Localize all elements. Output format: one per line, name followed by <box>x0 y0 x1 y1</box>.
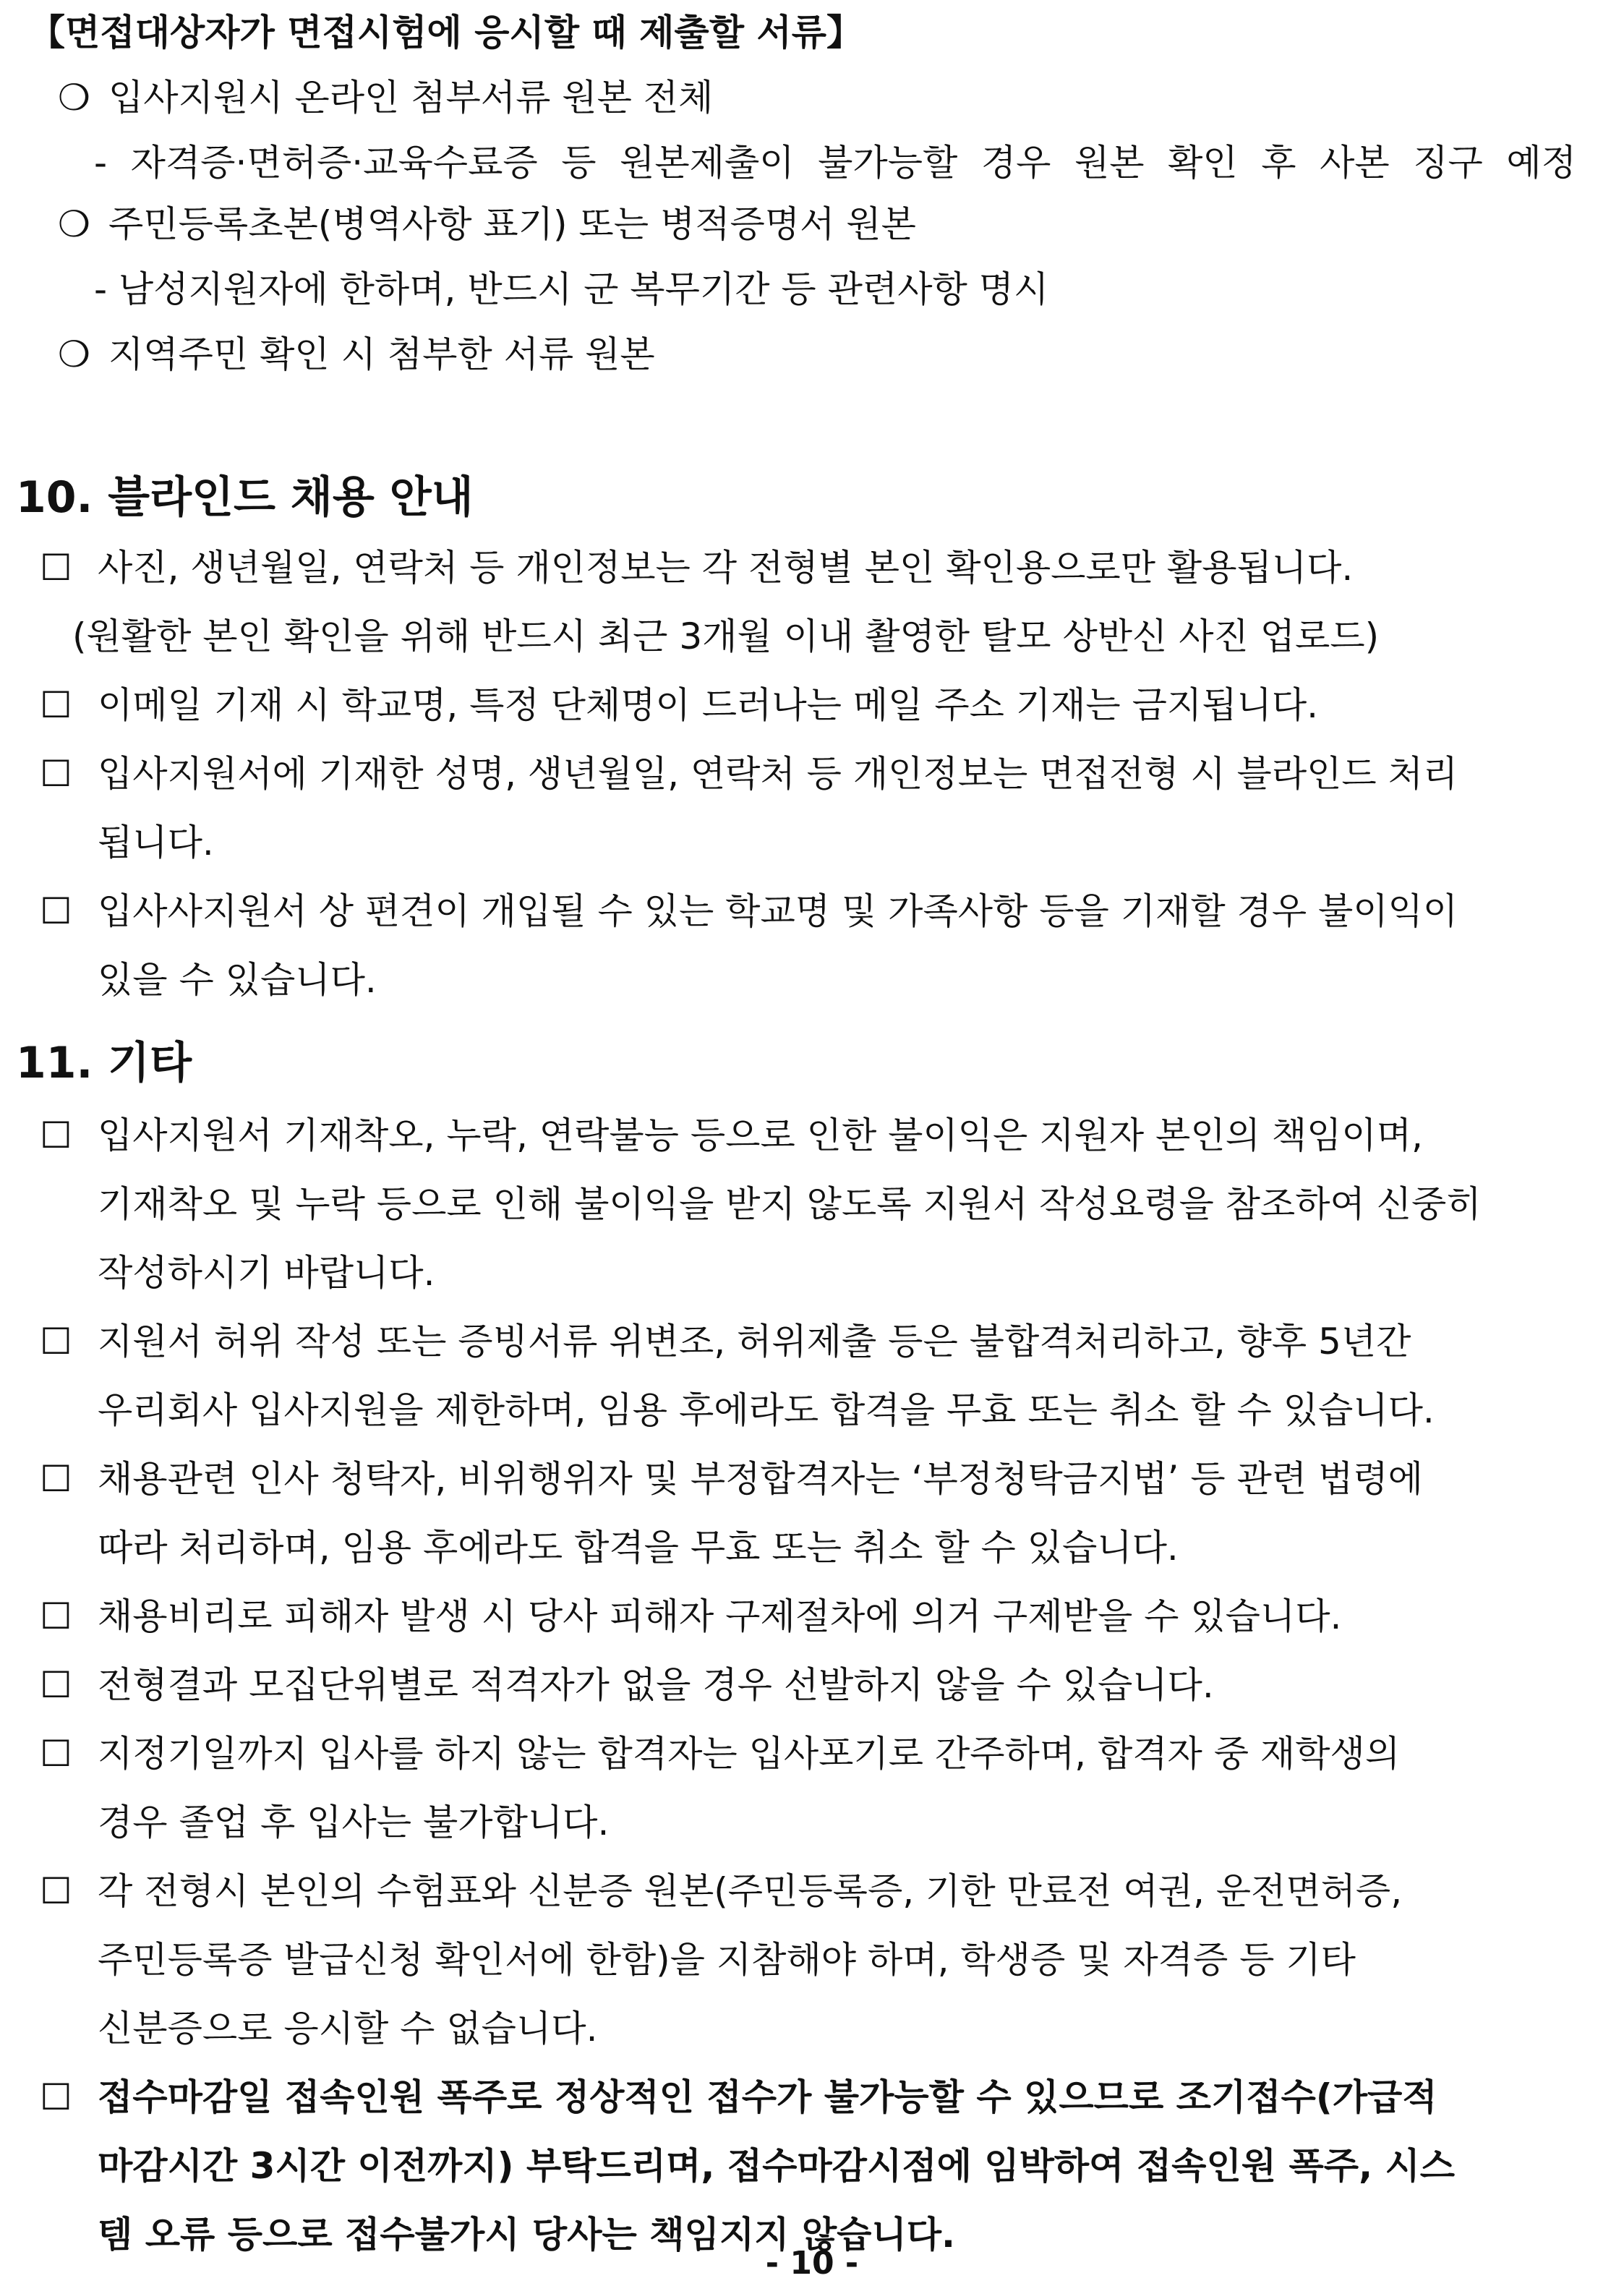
paragraph-text: 입사사지원서 상 편견이 개입될 수 있는 학교명 및 가족사항 등을 기재할 경우 불이익이 <box>98 890 1458 932</box>
s10-paragraph-2 <box>40 680 1318 730</box>
s11-paragraph-1 <box>40 1110 1423 1161</box>
submission-item <box>58 72 713 123</box>
s11-paragraph-2-cont: 우리회사 입사지원을 제한하며, 임용 후에라도 합격을 무효 또는 취소 할 수 있습니다. <box>98 1389 1435 1431</box>
paragraph-text: 전형결과 모집단위별로 적격자가 없을 경우 선발하지 않을 수 있습니다. <box>98 1664 1214 1706</box>
submission-item <box>58 199 916 250</box>
paragraph-text: 사진, 생년월일, 연락처 등 개인정보는 각 전형별 본인 확인용으로만 활용됩니다. <box>98 547 1354 589</box>
s11-paragraph-7 <box>40 1866 1402 1916</box>
submission-item-text: 입사지원시 온라인 첨부서류 원본 전체 <box>108 77 714 119</box>
circle-bullet-icon: ❍ <box>58 333 90 375</box>
paragraph-text: 채용비리로 피해자 발생 시 당사 피해자 구제절차에 의거 구제받을 수 있습니다. <box>98 1595 1342 1637</box>
checkbox-square-icon: ☐ <box>40 2076 72 2118</box>
paragraph-text: 각 전형시 본인의 수험표와 신분증 원본(주민등록증, 기한 만료전 여권, 운전면허증, <box>98 1870 1403 1912</box>
submission-item <box>58 329 655 380</box>
checkbox-square-icon: ☐ <box>40 684 72 726</box>
checkbox-square-icon: ☐ <box>40 1114 72 1156</box>
checkbox-square-icon: ☐ <box>40 1595 72 1637</box>
submission-note: - 자격증·면허증·교육수료증 등 원본제출이 불가능할 경우 원본 확인 후 사본 징구 예정 <box>94 142 1576 184</box>
paragraph-text: 이메일 기재 시 학교명, 특정 단체명이 드러나는 메일 주소 기재는 금지됩니다. <box>98 684 1319 726</box>
s11-paragraph-7-cont: 신분증으로 응시할 수 없습니다. <box>98 2008 598 2050</box>
s11-paragraph-8 <box>40 2072 1437 2123</box>
circle-bullet-icon: ❍ <box>58 203 90 245</box>
page-number: - 10 - <box>765 2245 859 2282</box>
checkbox-square-icon: ☐ <box>40 1733 72 1775</box>
s11-paragraph-3-cont: 따라 처리하며, 임용 후에라도 합격을 무효 또는 취소 할 수 있습니다. <box>98 1527 1179 1569</box>
submission-item-text: 지역주민 확인 시 첨부한 서류 원본 <box>108 333 655 375</box>
s10-paragraph-1-cont: (원활한 본인 확인을 위해 반드시 최근 3개월 이내 촬영한 탈모 상반신 사진 업로드) <box>72 615 1380 657</box>
checkbox-square-icon: ☐ <box>40 1870 72 1912</box>
section-11-heading: 11. 기타 <box>16 1038 192 1088</box>
s11-paragraph-3 <box>40 1454 1423 1504</box>
s10-paragraph-4-cont: 있을 수 있습니다. <box>98 959 377 1001</box>
s11-paragraph-1-cont: 기재착오 및 누락 등으로 인해 불이익을 받지 않도록 지원서 작성요령을 참조하여 신중히 <box>98 1183 1482 1225</box>
paragraph-text: 지정기일까지 입사를 하지 않는 합격자는 입사포기로 간주하며, 합격자 중 재학생의 <box>98 1733 1401 1775</box>
s10-paragraph-4 <box>40 886 1580 937</box>
checkbox-square-icon: ☐ <box>40 753 72 795</box>
paragraph-text: 지원서 허위 작성 또는 증빙서류 위변조, 허위제출 등은 불합격처리하고, 향후 5년간 <box>98 1321 1411 1362</box>
s11-paragraph-8-cont: 마감시간 3시간 이전까지) 부탁드리며, 접수마감시점에 임박하여 접속인원 폭주, 시스 <box>98 2145 1456 2187</box>
section-10-heading: 10. 블라인드 채용 안내 <box>16 472 474 523</box>
s11-paragraph-6 <box>40 1728 1400 1779</box>
submission-note: - 남성지원자에 한하며, 반드시 군 복무기간 등 관련사항 명시 <box>94 268 1049 310</box>
s11-paragraph-1-cont: 작성하시기 바랍니다. <box>98 1252 435 1294</box>
s11-paragraph-7-cont: 주민등록증 발급신청 확인서에 한함)을 지참해야 하며, 학생증 및 자격증 등 기타 <box>98 1939 1356 1981</box>
submission-title: 【면접대상자가 면접시험에 응시할 때 제출할 서류】 <box>29 12 863 54</box>
checkbox-square-icon: ☐ <box>40 1458 72 1500</box>
s11-paragraph-4 <box>40 1591 1341 1642</box>
s10-paragraph-3 <box>40 749 1580 799</box>
circle-bullet-icon: ❍ <box>58 77 90 119</box>
s11-paragraph-5 <box>40 1660 1214 1710</box>
paragraph-text: 입사지원서 기재착오, 누락, 연락불능 등으로 인한 불이익은 지원자 본인의 책임이며, <box>98 1114 1423 1156</box>
s11-paragraph-8-cont: 템 오류 등으로 접수불가시 당사는 책임지지 않습니다. <box>98 2214 956 2256</box>
checkbox-square-icon: ☐ <box>40 1321 72 1362</box>
submission-item-text: 주민등록초본(병역사항 표기) 또는 병적증명서 원본 <box>108 203 916 245</box>
checkbox-square-icon: ☐ <box>40 547 72 589</box>
paragraph-text: 입사지원서에 기재한 성명, 생년월일, 연락처 등 개인정보는 면접전형 시 블라인드 처리 <box>98 753 1458 795</box>
checkbox-square-icon: ☐ <box>40 1664 72 1706</box>
s10-paragraph-3-cont: 됩니다. <box>98 822 214 863</box>
paragraph-text: 접수마감일 접속인원 폭주로 정상적인 접수가 불가능할 수 있으므로 조기접수(가급적 <box>98 2076 1437 2118</box>
checkbox-square-icon: ☐ <box>40 890 72 932</box>
s11-paragraph-2 <box>40 1316 1411 1367</box>
paragraph-text: 채용관련 인사 청탁자, 비위행위자 및 부정합격자는 ‘부정청탁금지법’ 등 관련 법령에 <box>98 1458 1423 1500</box>
s11-paragraph-6-cont: 경우 졸업 후 입사는 불가합니다. <box>98 1801 610 1843</box>
s10-paragraph-1 <box>40 542 1353 593</box>
